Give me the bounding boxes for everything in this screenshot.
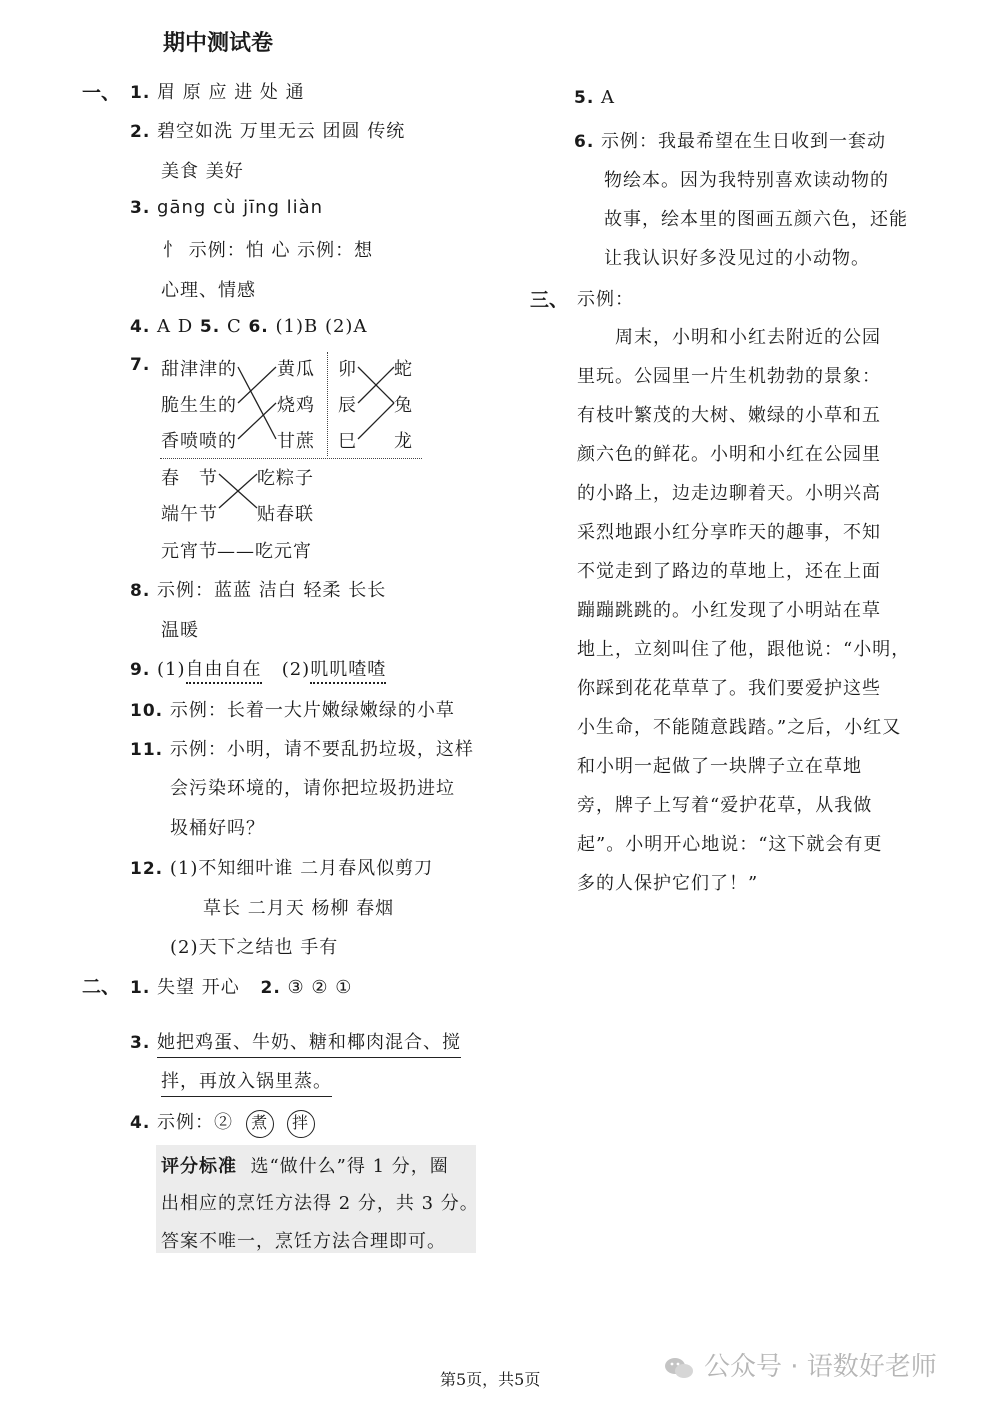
section-3-label: 三、: [530, 289, 569, 311]
q3: [130, 197, 323, 218]
q5-ans: C: [226, 316, 242, 337]
scoring-line3: 答案不唯一，烹饪方法合理即可。: [161, 1231, 446, 1252]
q7-right-0: 黄瓜: [277, 359, 315, 380]
p2-num: 2.: [260, 978, 281, 998]
q5-num: 5.: [199, 317, 221, 337]
q1-num: 1.: [130, 83, 151, 103]
q6-num: 6.: [248, 317, 269, 337]
q7-divider-vertical: [327, 352, 328, 456]
r-q6-line-3: 让我认识好多没见过的小动物。: [604, 248, 870, 269]
p1-2: [130, 973, 352, 999]
essay-line-6: 不觉走到了路边的草地上，还在上面: [577, 561, 881, 582]
q10-num: 10.: [130, 701, 164, 721]
p3-num: 3.: [130, 1033, 151, 1053]
q7-zodiac-match-lines: [356, 355, 396, 455]
q3-pinyin: gāng cù jīng liàn: [157, 197, 324, 218]
p3-line2-wrap: [161, 1067, 332, 1093]
section-2-label: 二、: [82, 976, 121, 998]
p3-text: 她把鸡蛋、牛奶、糖和椰肉混合、搅: [157, 1032, 461, 1058]
q1-text: 眉 原 应 进 处 通: [157, 82, 305, 103]
r-q6-line-2: 故事，绘本里的图画五颜六色，还能: [604, 209, 908, 230]
q9: [130, 655, 386, 681]
essay-line-12: 旁，牌子上写着“爱护花草，从我做: [577, 795, 873, 816]
q11-line2: 会污染环境的，请你把垃圾扔进垃: [170, 778, 455, 799]
q9-answer-2: 叽叽喳喳: [310, 659, 386, 684]
q1: [130, 78, 305, 104]
q7-fest-right-0: 吃粽子: [257, 468, 314, 489]
q7-fest-left-2: 元宵节: [161, 541, 218, 562]
wechat-icon: [664, 1356, 694, 1380]
q4-ans: A D: [157, 316, 194, 337]
q7-festival-match-lines: [217, 464, 259, 514]
essay-line-2: 有枝叶繁茂的大树、嫩绿的小草和五: [577, 405, 881, 426]
p3: [130, 1028, 461, 1054]
essay-line-13: 起”。小明开心地说：“这下就会有更: [577, 834, 883, 855]
essay-line-1: 里玩。公园里一片生机勃勃的景象：: [577, 366, 881, 387]
watermark-text: 公众号 · 语数好老师: [704, 1352, 937, 1382]
q7-fest-left-0: 春 节: [161, 468, 218, 489]
q7-left-2: 香喷喷的: [161, 431, 237, 452]
q7-right-1: 烧鸡: [277, 395, 315, 416]
essay-line-14: 多的人保护它们了！”: [577, 873, 759, 894]
q3-num: 3.: [130, 198, 151, 218]
q10-text: 示例：长着一大片嫩绿嫩绿的小草: [169, 700, 455, 721]
p4-circled-2: 拌: [287, 1110, 315, 1138]
q4-num: 4.: [130, 317, 151, 337]
q7-left-0: 甜津津的: [161, 359, 237, 380]
essay-line-10: 小生命，不能随意践踏。”之后，小红又: [577, 717, 902, 738]
essay-line-0: 周末，小明和小红去附近的公园: [577, 327, 881, 348]
p1-num: 1.: [130, 978, 151, 998]
q7-zodiac-right-1: 兔: [394, 395, 413, 416]
scoring-text: 选“做什么”得 1 分，圈: [237, 1156, 449, 1177]
p4-text: 示例：②: [157, 1112, 234, 1133]
q12-line3: (2)天下之结也 手有: [170, 937, 339, 958]
q7-zodiac-left-1: 辰: [338, 395, 357, 416]
q9-mid: (2): [261, 659, 311, 680]
p4-circled-1: 煮: [246, 1110, 274, 1138]
r-q6: [574, 127, 886, 153]
q11-text: 示例：小明，请不要乱扔垃圾，这样: [169, 739, 474, 760]
q11-num: 11.: [130, 740, 164, 760]
q8-num: 8.: [130, 581, 151, 601]
q3-line3: 心理、情感: [161, 280, 256, 301]
watermark: [664, 1346, 937, 1383]
q7-divider-horizontal: [160, 458, 422, 459]
q4-6: [130, 316, 367, 337]
q7-zodiac-left-0: 卯: [338, 359, 357, 380]
essay-line-3: 颜六色的鲜花。小明和小红在公园里: [577, 444, 881, 465]
q7-fest-left-1: 端午节: [161, 504, 218, 525]
q10: [130, 696, 455, 722]
q12-line2: 草长 二月天 杨柳 春烟: [203, 898, 395, 919]
q2-line2: 美食 美好: [161, 161, 244, 182]
q11-line3: 圾桶好吗？: [170, 818, 265, 839]
p2-text: ③ ② ①: [287, 977, 353, 998]
q7-num: 7.: [130, 355, 151, 375]
q8-text: 示例：蓝蓝 洁白 轻柔 长长: [157, 580, 387, 601]
essay-line-4: 的小路上，边走边聊着天。小明兴高: [577, 483, 881, 504]
r-q6-num: 6.: [574, 132, 595, 152]
q12-num: 12.: [130, 859, 164, 879]
essay-line-9: 你踩到花花草草了。我们要爱护这些: [577, 678, 881, 699]
q7-zodiac-right-0: 蛇: [394, 359, 413, 380]
q12-text: (1)不知细叶谁 二月春风似剪刀: [169, 858, 434, 879]
r-q5: [574, 87, 615, 108]
q8-line2: 温暖: [161, 620, 199, 641]
essay-line-8: 地上，立刻叫住了他，跟他说：“小明，: [577, 639, 911, 660]
q7-left-1: 脆生生的: [161, 395, 237, 416]
q7-right-2: 甘蔗: [277, 431, 315, 452]
q12: [130, 854, 433, 880]
q2-text: 碧空如洗 万里无云 团圆 传统: [157, 121, 406, 142]
q2: [130, 117, 405, 143]
p3-line2: 拌，再放入锅里蒸。: [161, 1071, 332, 1097]
scoring-label: 评分标准: [161, 1156, 237, 1177]
section-3-intro: 示例：: [577, 289, 634, 310]
p4: [130, 1108, 315, 1138]
essay-line-5: 采烈地跟小红分享昨天的趣事，不知: [577, 522, 881, 543]
q7-zodiac-left-2: 巳: [338, 431, 357, 452]
q11: [130, 735, 474, 761]
page-title: 期中测试卷: [163, 30, 274, 56]
q9-pre: (1): [157, 659, 186, 680]
r-q5-num: 5.: [574, 88, 595, 108]
page-footer: 第5页，共5页: [440, 1370, 541, 1389]
r-q5-text: A: [601, 87, 616, 108]
essay-line-11: 和小明一起做了一块牌子立在草地: [577, 756, 862, 777]
p4-num: 4.: [130, 1113, 151, 1133]
q2-num: 2.: [130, 122, 151, 142]
r-q6-line-0: 示例：我最希望在生日收到一套动: [601, 131, 887, 152]
q7-fest-right-1: 贴春联: [257, 504, 314, 525]
q7-fest-right-2: ——吃元宵: [217, 541, 312, 562]
section-1-label: 一、: [82, 82, 121, 104]
q3-line2: 忄 示例：怕 心 示例：想: [163, 240, 374, 261]
scoring-line2: 出相应的烹饪方法得 2 分，共 3 分。: [161, 1193, 479, 1214]
q6-ans: (1)B (2)A: [275, 316, 368, 337]
q7-food-match-lines: [236, 355, 278, 455]
scoring-line1: [161, 1152, 449, 1178]
q9-answer-1: 自由自在: [186, 659, 262, 684]
p1-text: 失望 开心: [157, 977, 240, 998]
q8: [130, 576, 386, 602]
q9-num: 9.: [130, 660, 151, 680]
r-q6-line-1: 物绘本。因为我特别喜欢读动物的: [604, 170, 889, 191]
essay-line-7: 蹦蹦跳跳的。小红发现了小明站在草: [577, 600, 881, 621]
q7-zodiac-right-2: 龙: [394, 431, 413, 452]
